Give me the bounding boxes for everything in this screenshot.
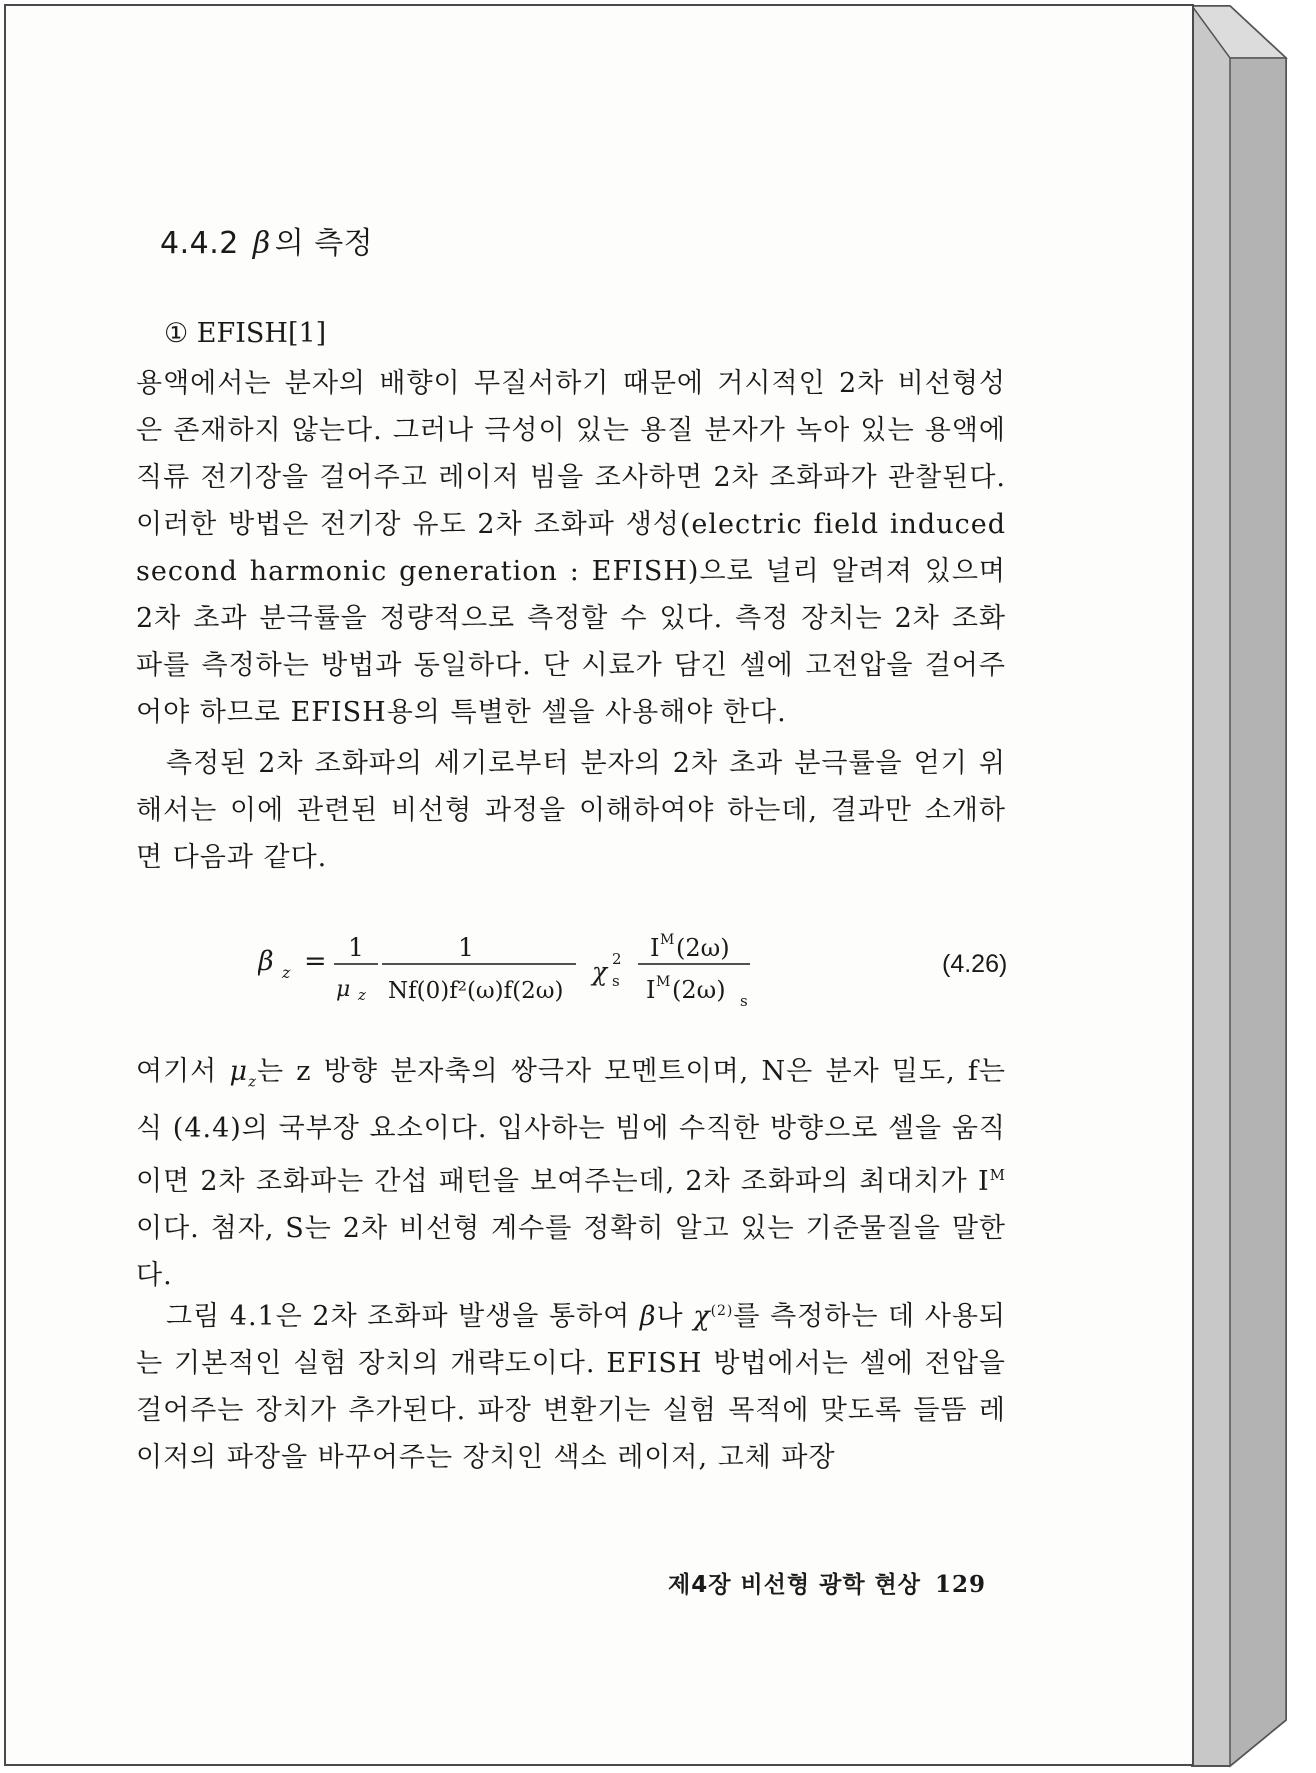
eq-chi-sub: s [612,972,620,990]
eq-f3-den-sup: M [656,974,671,990]
equation-4-26 [258,926,1018,1016]
footer-chapter: 제4장 비선형 광학 현상 [668,1572,921,1598]
eq-f3-num: I [650,934,660,962]
paragraph-2: 측정된 2차 조화파의 세기로부터 분자의 2차 초과 분극률을 얻기 위해서는 이에 관련된 비선형 과정을 이해하여야 하는데, 결과만 소개하면 다음과 같다. [136,748,1006,873]
paragraph-3 [136,1048,1006,1299]
section-title: 의 측정 [274,226,374,261]
p4-part-c: 를 측정하는 데 사용되는 기본적인 실험 장치의 개략도이다. EFISH 방법에서는 셀에 전압을 걸어주는 장치가 추가된다. 파장 변환기는 실험 목적에 맞도록 들뜸 레이저의 파장을 바꾸어주는 장치인 색소 레이저, 고체 파장 [136,1301,1006,1473]
p3-mu-sub: z [248,1072,257,1091]
eq-f3-num-tail: (2ω) [676,934,730,962]
eq-f2-den: Nf(0)f²(ω)f(2ω) [388,978,564,1004]
eq-lhs-sub: z [282,963,291,982]
eq-f3-num-sup: M [660,932,675,948]
eq-equals: = [304,946,327,977]
document-page [4,4,1194,1766]
paragraph-4 [136,1288,1006,1481]
paragraph-1: 용액에서는 분자의 배향이 무질서하기 때문에 거시적인 2차 비선형성은 존재하지 않는다. 그러나 극성이 있는 용질 분자가 녹아 있는 용액에 직류 전기장을 걸어주고 레이저 빔을 조사하면 2차 조화파가 관찰된다. 이러한 방법은 전기장 유도 2차 조화파 생성(electric field induced second harmonic generation : EFISH)으로 널리 알려져 있으며 2차 초과 분극률을 정량적으로 측정할 수 있다. 측정 장치는 2차 조화파를 측정하는 방법과 동일하다. 단 시료가 담긴 셀에 고전압을 걸어주어야 하므로 EFISH용의 특별한 셀을 사용해야 한다. [136,368,1006,728]
eq-lhs: β [258,946,274,977]
subsection-title: ① EFISH[1] [164,318,327,349]
eq-f3-den: I [646,976,656,1004]
p3-part-a: 여기서 [136,1056,230,1087]
equation-number: (4.26) [942,950,1008,978]
page-footer [668,1566,986,1599]
p4-chi-sup: (2) [710,1303,734,1319]
p3-part-c: 이다. 첨자, S는 2차 비선형 계수를 정확히 알고 있는 기준물질을 말한다. [136,1213,1006,1292]
section-number: 4.4.2 [160,226,239,261]
p3-part-b: 는 z 방향 분자축의 쌍극자 모멘트이며, N은 분자 밀도, f는 식 (4.4)의 국부장 요소이다. 입사하는 빔에 수직한 방향으로 셀을 움직이면 2차 조화파는 간섭 패턴을 보여주는데, 2차 조화파의 최대치가 I [136,1056,1006,1198]
eq-f2-num: 1 [458,933,474,962]
page-number: 129 [935,1571,987,1598]
section-symbol: β [252,226,271,261]
eq-f1-den: μ [336,977,351,1002]
eq-chi-sup: 2 [612,950,622,968]
eq-f3-den-tail: (2ω) [672,976,726,1004]
p4-chi: χ [693,1301,711,1332]
eq-f1-num: 1 [348,933,364,962]
section-heading [160,218,373,262]
p4-beta: β [639,1301,657,1332]
p3-mu: μ [229,1056,249,1087]
p4-part-a: 그림 4.1은 2차 조화파 발생을 통하여 [166,1301,640,1332]
p4-part-b: 나 [656,1301,694,1332]
eq-f3-den-sub: s [740,992,748,1010]
p3-sup: M [989,1166,1006,1185]
eq-f1-den-sub: z [358,986,366,1004]
eq-chi: χ [592,957,608,986]
